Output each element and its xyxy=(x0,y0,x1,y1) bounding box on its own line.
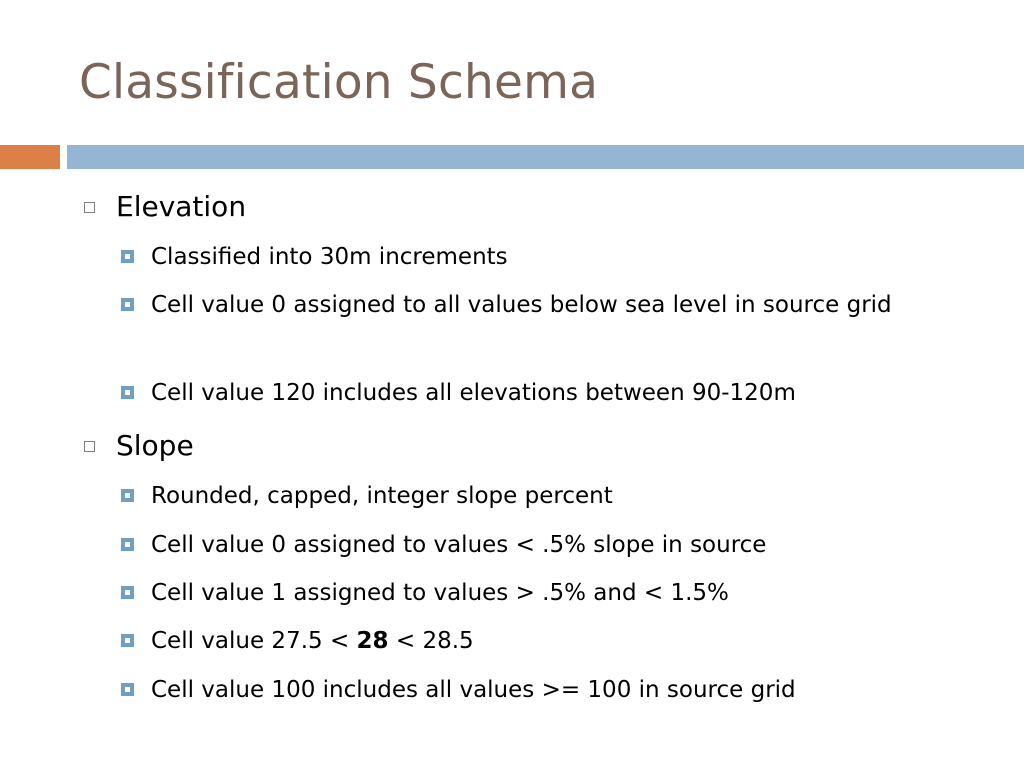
text-run: Cell value 27.5 < xyxy=(151,628,357,654)
slide-title: Classification Schema xyxy=(79,55,599,110)
sub-bullet-text: Cell value 100 includes all values >= 100 in source grid xyxy=(151,677,796,703)
sub-bullet-text: Cell value 0 assigned to all values below sea level in source grid xyxy=(151,292,892,318)
sub-bullet-text: Cell value 0 assigned to values < .5% slope in source xyxy=(151,532,767,558)
square-bullet-icon xyxy=(121,634,134,647)
sub-bullet-text xyxy=(151,622,474,660)
text-run: < 28.5 xyxy=(388,628,474,654)
square-bullet-icon xyxy=(121,489,134,502)
bold-text-run: 28 xyxy=(356,628,389,654)
square-bullet-icon xyxy=(121,250,134,263)
section-heading: Elevation xyxy=(116,190,247,223)
sub-bullet-text: Cell value 1 assigned to values > .5% and < 1.5% xyxy=(151,580,729,606)
square-bullet-icon xyxy=(121,386,134,399)
square-bullet-icon xyxy=(121,586,134,599)
sub-bullet-text: Cell value 120 includes all elevations between 90-120m xyxy=(151,380,796,406)
square-bullet-icon xyxy=(121,683,134,696)
sub-bullet-text: Classified into 30m increments xyxy=(151,244,508,270)
section-heading: Slope xyxy=(116,429,194,462)
square-bullet-icon xyxy=(121,298,134,311)
hollow-square-bullet-icon xyxy=(84,441,95,452)
hollow-square-bullet-icon xyxy=(84,202,95,213)
sub-bullet-text: Rounded, capped, integer slope percent xyxy=(151,483,613,509)
square-bullet-icon xyxy=(121,538,134,551)
